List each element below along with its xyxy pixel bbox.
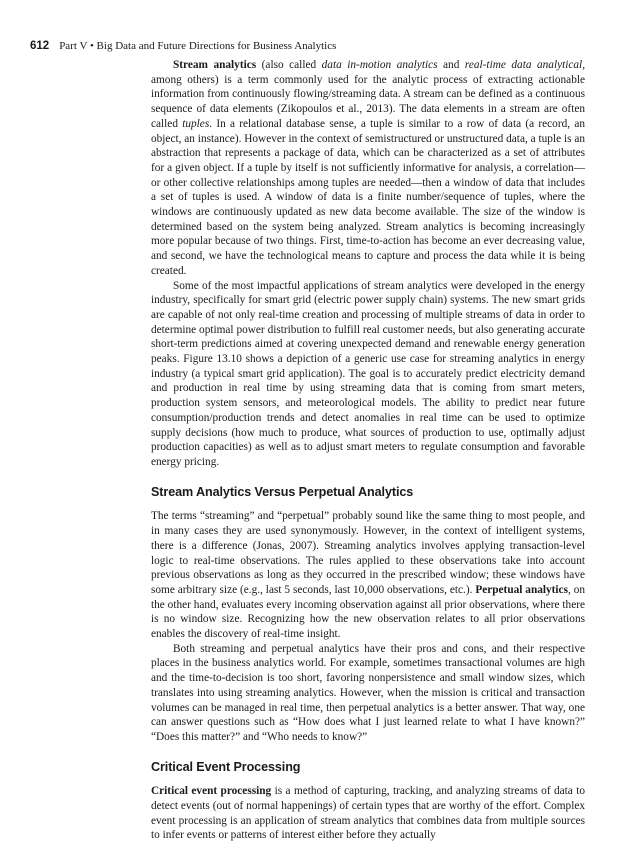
text-run: among others) is a term commonly used for the analytic process of extracting actionable information from continuously flowing/streaming data. A stream can be defined as a continuous sequence of data elements (Zikopoulos et al., 2013). The data elements in a stream are often called	[151, 73, 585, 130]
term-stream-analytics: Stream analytics	[173, 59, 257, 71]
paragraph-critical-event-processing	[151, 784, 585, 843]
text-run: and	[437, 59, 465, 71]
term-critical-event-processing: Critical event processing	[151, 785, 272, 798]
text-run: is a method of capturing, tracking, and analyzing streams of data to detect events (out of normal happenings) of certain types that are worthy of the effort. Complex event processing is an application of stream analytics that combines data from multiple sources to infer events or patterns of interest either before they actually	[151, 785, 585, 842]
term-data-in-motion: data in-motion analytics	[321, 59, 438, 71]
body-text	[151, 58, 585, 843]
section-heading-critical-event-processing: Critical Event Processing	[151, 759, 301, 774]
text-run: (also called	[256, 59, 322, 71]
paragraph-energy-applications: Some of the most impactful applications of stream analytics were developed in the energy industry, specifically for smart grid (electric power supply chain) systems. The new smart grids are capable of not only real-time creation and processing of multiple streams of data in order to determine optimal power distribution to fulfill real customer needs, but also generating accurate short-term predictions aimed at covering unexpected demand and renewable energy generation peaks. Figure 13.10 shows a depiction of a generic use case for streaming analytics in energy industry (a typical smart grid application). The goal is to accurately predict electricity demand and production in real time by using streaming data that is coming from smart meters, production system sensors, and meteorological models. The ability to predict near future consumption/production trends and detect anomalies in real time can be used to optimize supply decisions (how much to produce, what sources of production to use, optimally adjust production capacities) as well as to adjust smart meters to regulate consumption and favorable energy pricing.	[151, 279, 585, 468]
text-run: , on the other hand, evaluates every incoming observation against all prior observations, where there is no window size. Recognizing how the new observation relates to all prior observations enables the discovery of real-time insight.	[151, 583, 585, 641]
paragraph-stream-vs-perpetual	[151, 509, 585, 641]
term-perpetual-analytics: Perpetual analytics	[475, 583, 568, 596]
page-number: 612	[30, 40, 50, 52]
term-real-time-data-analytical: real-time data analytical,	[464, 59, 586, 71]
running-header	[30, 40, 590, 52]
paragraph-pros-and-cons: Both streaming and perpetual analytics have their pros and cons, and their respective places in the business analytics world. For example, sometimes transactional volumes are high and the time-to-decision is too short, favoring nonpersistence and small window sizes, which translates into using streaming analytics. However, when the mission is critical and transaction volumes can be managed in real time, then perpetual analytics is a better answer. That way, one can answer questions such as “How does what I just learned relate to what I have known?” “Does this matter?” and “Who needs to know?”	[151, 642, 585, 743]
section-heading-stream-vs-perpetual: Stream Analytics Versus Perpetual Analytics	[151, 484, 414, 499]
running-title: Part V • Big Data and Future Directions for Business Analytics	[59, 40, 337, 52]
term-tuples: tuples	[182, 117, 210, 130]
paragraph-stream-analytics-definition	[151, 58, 585, 279]
text-run: The terms “streaming” and “perpetual” probably sound like the same thing to most people, and in many cases they are used synonymously. However, in the context of intelligent systems, there is a difference (Jonas, 2007). Streaming analytics involves applying transaction-level logic to real-time observations. The rules applied to these observations take into account previous observations as long as they occurred in the prescribed window; these windows have some arbitrary size (e.g., last 5 seconds, last 10,000 observations, etc.).	[151, 510, 585, 596]
text-run: . In a relational database sense, a tuple is similar to a row of data (a record, an object, an instance). However in the context of semistructured or unstructured data, a tuple is an abstraction that represents a package of data, which can be characterized as a set of attributes for a given object. If a tuple by itself is not sufficiently informative for analysis, a correlation—or other collective relationships among tuples are needed—then a window of data that includes a set of tuples is used. A window of data is a finite number/sequence of tuples, where the windows are continuously updated as new data become available. The size of the window is determined based on the system being analyzed. Stream analytics is becoming increasingly more popular because of two things. First, time-to-action has become an ever decreasing value, and second, we have the technological means to capture and process the data while it is being created.	[151, 117, 585, 277]
